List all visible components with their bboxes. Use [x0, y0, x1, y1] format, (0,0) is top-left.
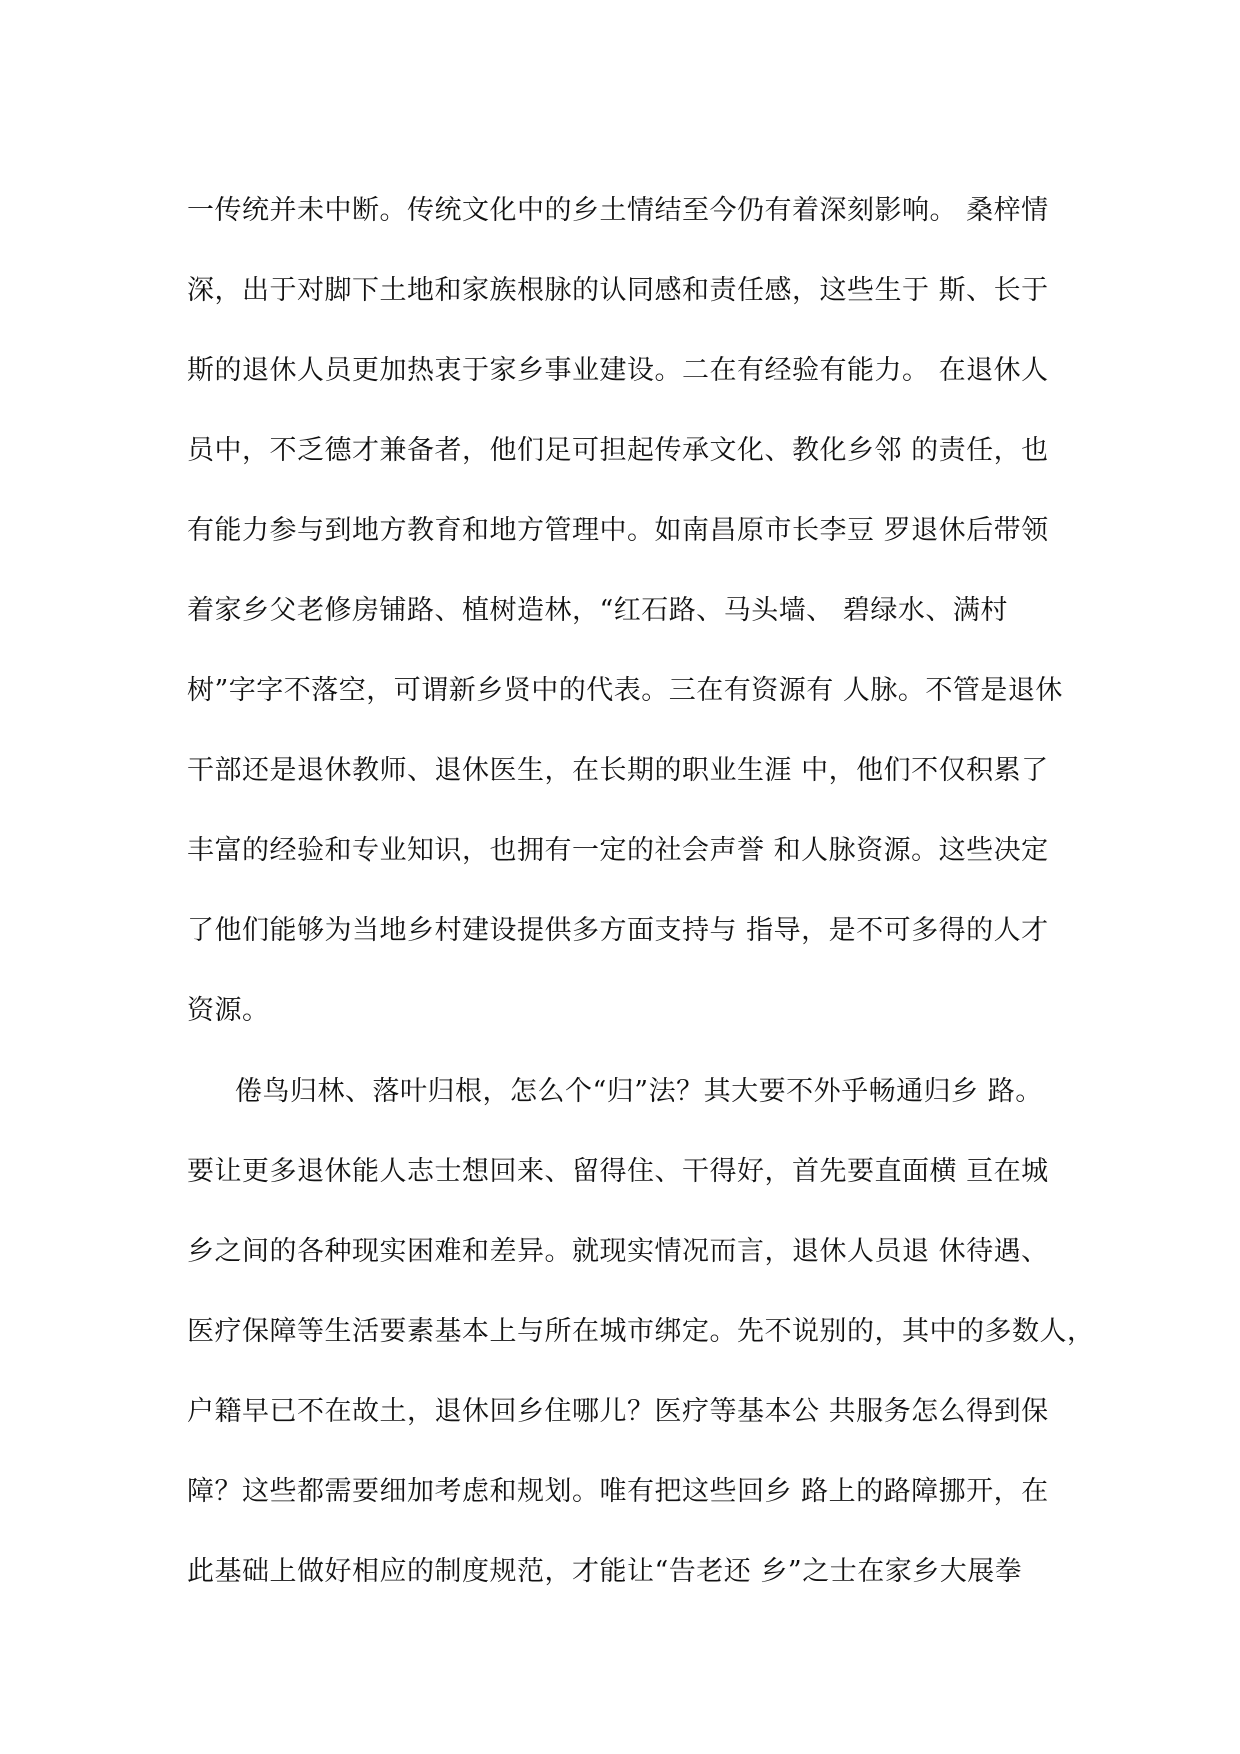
text-line: 丰富的经验和专业知识，也拥有一定的社会声誉 和人脉资源。这些决定: [187, 835, 1049, 866]
text-line: 医疗保障等生活要素基本上与所在城市绑定。先不说别的，其中的多数人，: [187, 1316, 1095, 1347]
text-line: 了他们能够为当地乡村建设提供多方面支持与 指导，是不可多得的人才: [187, 915, 1049, 946]
text-line: 一传统并未中断。传统文化中的乡土情结至今仍有着深刻影响。 桑梓情: [187, 195, 1049, 226]
text-line: 乡之间的各种现实困难和差异。就现实情况而言，退休人员退 休待遇、: [187, 1236, 1049, 1267]
text-line: 有能力参与到地方教育和地方管理中。如南昌原市长李豆 罗退休后带领: [187, 515, 1049, 546]
text-line: 树”字字不落空，可谓新乡贤中的代表。三在有资源有 人脉。不管是退休: [187, 675, 1063, 706]
text-line: 此基础上做好相应的制度规范，才能让“告老还 乡”之士在家乡大展拳: [187, 1556, 1023, 1587]
text-line: 着家乡父老修房铺路、植树造林，“红石路、马头墙、 碧绿水、满村: [187, 595, 1008, 626]
paragraph-1: [187, 171, 1067, 1051]
paragraph-2: [187, 1052, 1095, 1612]
text-line: 深，出于对脚下土地和家族根脉的认同感和责任感，这些生于 斯、长于: [187, 275, 1049, 306]
text-line: 员中，不乏德才兼备者，他们足可担起传承文化、教化乡邻 的责任，也: [187, 435, 1049, 466]
text-line: 户籍早已不在故土，退休回乡住哪儿？医疗等基本公 共服务怎么得到保: [187, 1396, 1049, 1427]
text-line: 干部还是退休教师、退休医生，在长期的职业生涯 中，他们不仅积累了: [187, 755, 1049, 786]
text-line: 资源。: [187, 995, 270, 1026]
text-line: 障？这些都需要细加考虑和规划。唯有把这些回乡 路上的路障挪开，在: [187, 1476, 1049, 1507]
text-line: 要让更多退休能人志士想回来、留得住、干得好，首先要直面横 亘在城: [187, 1156, 1049, 1187]
text-line: 倦鸟归林、落叶归根，怎么个“归”法？其大要不外乎畅通归乡 路。: [235, 1076, 1043, 1107]
text-line: 斯的退休人员更加热衷于家乡事业建设。二在有经验有能力。 在退休人: [187, 355, 1049, 386]
